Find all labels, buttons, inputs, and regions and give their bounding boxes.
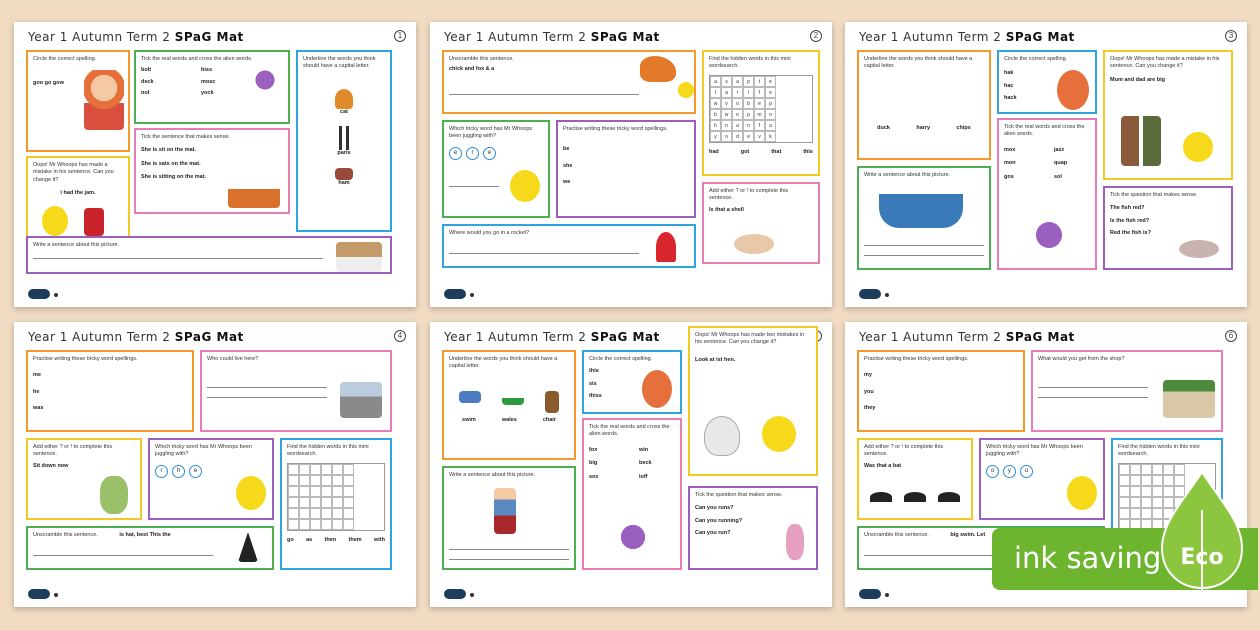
task-capital-letters: Underline the words you think should have a capital letter. swim wales chair [442, 350, 576, 460]
wordsearch-cell: a [710, 76, 721, 87]
wordsearch-cell [332, 497, 343, 508]
wordsearch-cell [1130, 497, 1141, 508]
wordsearch-cell: e [754, 98, 765, 109]
wordsearch-cell: o [721, 131, 732, 142]
wordsearch-cell: n [743, 120, 754, 131]
mr-whoops-image [510, 170, 540, 202]
footer-dot [470, 593, 474, 597]
wordsearch-cell [288, 464, 299, 475]
sheep-image [336, 242, 382, 272]
wordsearch-cell: v [754, 131, 765, 142]
alien-image [1029, 210, 1069, 260]
wordsearch-cell: b [743, 98, 754, 109]
wordsearch-cell [343, 475, 354, 486]
wordsearch-cell [1130, 508, 1141, 519]
footer-dot [885, 593, 889, 597]
wordsearch-cell: b [710, 109, 721, 120]
wordsearch-cell [1141, 464, 1152, 475]
wordsearch-cell: k [765, 131, 776, 142]
juggle-ball: r [155, 465, 168, 478]
task-rocket: Where would you go in a rocket? [442, 224, 696, 268]
juggle-ball: e [189, 465, 202, 478]
twinkl-logo [28, 289, 50, 299]
task-mr-whoops-mistake: Oops! Mr Whoops has made a mistake in his sentence. Can you change it? i had the jam. [26, 156, 130, 242]
wordsearch-cell [1119, 497, 1130, 508]
task-write-sentence: Write a sentence about this picture. [26, 236, 392, 274]
wordsearch-grid [709, 75, 813, 143]
mat-title: Year 1 Autumn Term 2 SPaG Mat [28, 30, 244, 44]
swimmer-image [459, 391, 481, 403]
mat-title: Year 1 Autumn Term 2 SPaG Mat [444, 330, 660, 344]
task-wordsearch: Find the hidden words in this mini wordsearch. [1111, 438, 1223, 570]
wordsearch-cell: n [721, 120, 732, 131]
wordsearch-cell: e [765, 87, 776, 98]
task-wordsearch: Find the hidden words in this mini wordsearch. go as then them with [280, 438, 392, 570]
wordsearch-cell: e [743, 131, 754, 142]
shell-image [734, 234, 774, 254]
mat-title: Year 1 Autumn Term 2 SPaG Mat [444, 30, 660, 44]
thinking-girl-image [1057, 70, 1089, 110]
spag-mat-1 [14, 22, 416, 307]
wordsearch-cell [1141, 475, 1152, 486]
wordsearch-cell [321, 464, 332, 475]
juggle-ball: r [466, 147, 479, 160]
mr-whoops-image [236, 476, 266, 510]
wordsearch-cell [343, 508, 354, 519]
wordsearch-cell [1130, 486, 1141, 497]
wordsearch-cell [299, 486, 310, 497]
alien-image [614, 514, 652, 560]
wordsearch-cell [310, 508, 321, 519]
wordsearch-cell [321, 508, 332, 519]
footer-dot [470, 293, 474, 297]
thinking-girl-image [84, 70, 124, 130]
mat-title: Year 1 Autumn Term 2 SPaG Mat [859, 330, 1075, 344]
witch-hat-image [238, 532, 258, 562]
task-practise-spellings: Practise writing these tricky word spellings. me he was [26, 350, 194, 432]
footer-dot [885, 293, 889, 297]
mat-number: 3 [1225, 30, 1237, 42]
wordsearch-cell [310, 464, 321, 475]
task-circle-spelling: Circle the correct spelling. hak hac hack [997, 50, 1097, 114]
task-practise-spellings: Practise writing these tricky word spellings. my you they [857, 350, 1025, 432]
task-add-punctuation: Add either ? or ! to complete this sentence. Sit down now [26, 438, 142, 520]
wordsearch-cell [332, 475, 343, 486]
wordsearch-cell [321, 519, 332, 530]
wordsearch-cell [288, 508, 299, 519]
wordsearch-cell [332, 519, 343, 530]
footer-dot [54, 593, 58, 597]
task-tricky-word-juggle: Which tricky word has Mr Whoops been juggling with? r h e [148, 438, 274, 520]
bat-image [904, 492, 926, 502]
wordsearch-cell [332, 508, 343, 519]
twinkl-logo [444, 289, 466, 299]
task-write-sentence: Write a sentence about this picture. [442, 466, 576, 570]
wordsearch-cell [1141, 486, 1152, 497]
girl-on-mat-image [228, 160, 280, 208]
wordsearch-cell: o [732, 109, 743, 120]
task-mr-whoops-mistake: Oops! Mr Whoops has made a mistake in his sentence. Can you change it? Mum and dad are big [1103, 50, 1233, 180]
wordsearch-cell: e [765, 76, 776, 87]
shop-image [1163, 380, 1215, 418]
wordsearch-cell: y [710, 131, 721, 142]
wordsearch-cell [343, 486, 354, 497]
ham-image [335, 168, 353, 180]
spag-mat-4 [14, 322, 416, 607]
task-sentence-sense: Tick the sentence that makes sense. She is sit on the mat. She is sats on the mat. She is sitting on the mat. [134, 128, 290, 214]
ink-saving-label: ink saving [1014, 541, 1162, 575]
wordsearch-cell [343, 497, 354, 508]
wordsearch-cell [343, 464, 354, 475]
wordsearch-cell [299, 475, 310, 486]
task-unscramble: Unscramble this sentence. big swim. Let [857, 526, 1105, 570]
mr-whoops-image [42, 206, 68, 236]
task-write-sentence: Write a sentence about this picture. [857, 166, 991, 270]
task-shop: What would you get from the shop? [1031, 350, 1223, 432]
wordsearch-cell: f [754, 87, 765, 98]
footer-dot [54, 293, 58, 297]
wordsearch-cell [310, 497, 321, 508]
task-who-could-live-here: Who could live here? [200, 350, 392, 432]
twinkl-logo [444, 589, 466, 599]
wordsearch-cell: r [732, 87, 743, 98]
task-add-punctuation: Add either ? or ! to complete this sentence. Is that a shell [702, 182, 820, 264]
wordsearch-cell: t [754, 76, 765, 87]
jam-jar-image [84, 208, 104, 236]
task-unscramble: Unscramble this sentence. is hat, best This the [26, 526, 274, 570]
twinkl-logo [859, 289, 881, 299]
wordsearch-cell: a [732, 76, 743, 87]
wordsearch-cell [332, 464, 343, 475]
task-tricky-word-juggle: Which tricky word has Mr Whoops been juggling with? e r e [442, 120, 550, 218]
wordsearch-cell: p [743, 76, 754, 87]
bat-image [938, 492, 960, 502]
fish-image [1179, 240, 1219, 258]
mat-title: Year 1 Autumn Term 2 SPaG Mat [859, 30, 1075, 44]
wordsearch-cell: w [721, 109, 732, 120]
task-practise-spellings: Practise writing these tricky word spellings. be she we [556, 120, 696, 218]
juggle-ball: o [986, 465, 999, 478]
wordsearch-cell [1119, 464, 1130, 475]
wordsearch-cell [1130, 475, 1141, 486]
mat-number: 1 [394, 30, 406, 42]
sitting-girl-image [100, 476, 128, 514]
juggle-ball: h [172, 465, 185, 478]
task-real-alien-words: Tick the real words and cross the alien words. bolt hiss deck mosc nol yock [134, 50, 290, 124]
task-circle-spelling: Circle the correct spelling. this sis thiss [582, 350, 682, 414]
juggle-ball: e [449, 147, 462, 160]
wordsearch-cell [343, 519, 354, 530]
mr-whoops-image [762, 416, 796, 452]
wordsearch-cell [288, 486, 299, 497]
wordsearch-cell [299, 497, 310, 508]
rocket-image [656, 232, 676, 262]
wordsearch-cell: i [743, 87, 754, 98]
wordsearch-cell: o [732, 98, 743, 109]
task-real-alien-words: Tick the real words and cross the alien words. mox jazz mon quap gos sol [997, 118, 1097, 270]
task-wordsearch: Find the hidden words in this mini wordsearch. a s a p t e t a r i f e w v o b e p b w o p m o h n a n f a y o d e v k had got that this [702, 50, 820, 176]
spag-mat-5 [430, 322, 832, 607]
welsh-flag-image [502, 391, 524, 405]
wordsearch-cell: d [732, 131, 743, 142]
wordsearch-cell [310, 519, 321, 530]
juggle-ball: e [483, 147, 496, 160]
task-add-punctuation: Add either ? or ! to complete this sentence. Was that a bat [857, 438, 973, 520]
task-question-sense: Tick the question that makes sense. The fish red? Is the fish red? Red the fish is? [1103, 186, 1233, 270]
wordsearch-cell [1130, 464, 1141, 475]
mat-number: 4 [394, 330, 406, 342]
mat-number: 2 [810, 30, 822, 42]
juggle-ball: u [1020, 465, 1033, 478]
wordsearch-cell: h [710, 120, 721, 131]
family-image [1121, 116, 1161, 166]
wordsearch-cell: m [754, 109, 765, 120]
spag-mat-2 [430, 22, 832, 307]
bat-image [870, 492, 892, 502]
juggle-ball: y [1003, 465, 1016, 478]
wordsearch-cell [299, 519, 310, 530]
cat-image [335, 89, 353, 109]
task-capital-letters: Underline the words you think should have a capital letter. duck harry chips [857, 50, 991, 160]
mr-whoops-image [1067, 476, 1097, 510]
wordsearch-cell [299, 464, 310, 475]
twinkl-logo [859, 589, 881, 599]
man-image [494, 488, 516, 534]
eco-leaf-icon [1160, 470, 1244, 598]
wordsearch-cell: w [710, 98, 721, 109]
running-girl-image [786, 524, 804, 560]
chair-image [545, 391, 559, 413]
spag-mat-3 [845, 22, 1247, 307]
wordsearch-cell: p [743, 109, 754, 120]
chick-image [678, 82, 694, 98]
eiffel-tower-image [339, 126, 349, 150]
wordsearch-cell [1141, 497, 1152, 508]
wordsearch-cell [288, 497, 299, 508]
wordsearch-cell [332, 486, 343, 497]
wordsearch-cell: a [721, 87, 732, 98]
mr-whoops-image [1183, 132, 1213, 162]
castle-image [340, 382, 382, 418]
wordsearch-cell: a [732, 120, 743, 131]
bath-image [879, 194, 963, 228]
wordsearch-cell [288, 475, 299, 486]
wordsearch-cell [321, 486, 332, 497]
alien-image [250, 62, 280, 98]
wordsearch-cell [1119, 486, 1130, 497]
wordsearch-cell [288, 519, 299, 530]
eco-label: Eco [1180, 545, 1224, 570]
task-real-alien-words: Tick the real words and cross the alien words. fox win big beck sox loff [582, 418, 682, 570]
task-circle-spelling: Circle the correct spelling. goo go gow [26, 50, 130, 152]
wordsearch-cell: f [754, 120, 765, 131]
task-question-sense: Tick the question that makes sense. Can you runs? Can you running? Can you run? [688, 486, 818, 570]
wordsearch-cell [321, 497, 332, 508]
task-mr-whoops-mistake: Oops! Mr Whoops has made two mistakes in his sentence. Can you change it? Look at ist hen. [688, 326, 818, 476]
mat-title: Year 1 Autumn Term 2 SPaG Mat [28, 330, 244, 344]
wordsearch-cell: s [721, 76, 732, 87]
wordsearch-grid [287, 463, 385, 531]
wordsearch-cell [321, 475, 332, 486]
wordsearch-cell [1119, 475, 1130, 486]
task-unscramble: Unscramble this sentence. chick and fox & a [442, 50, 696, 114]
twinkl-logo [28, 589, 50, 599]
wordsearch-cell [310, 475, 321, 486]
wordsearch-cell [310, 486, 321, 497]
task-tricky-word-juggle: Which tricky word has Mr Whoops been juggling with? o y u [979, 438, 1105, 520]
wordsearch-cell [1119, 508, 1130, 519]
mat-number: 6 [1225, 330, 1237, 342]
wordsearch-cell [1141, 508, 1152, 519]
thinking-girl-image [642, 370, 672, 408]
wordsearch-cell: a [765, 120, 776, 131]
wordsearch-cell: t [710, 87, 721, 98]
wordsearch-cell [299, 508, 310, 519]
task-capital-letters: Underline the words you think should have a capital letter. cat paris ham [296, 50, 392, 232]
wordsearch-cell: o [765, 109, 776, 120]
wordsearch-cell: p [765, 98, 776, 109]
wordsearch-cell: v [721, 98, 732, 109]
hen-image [704, 416, 740, 456]
